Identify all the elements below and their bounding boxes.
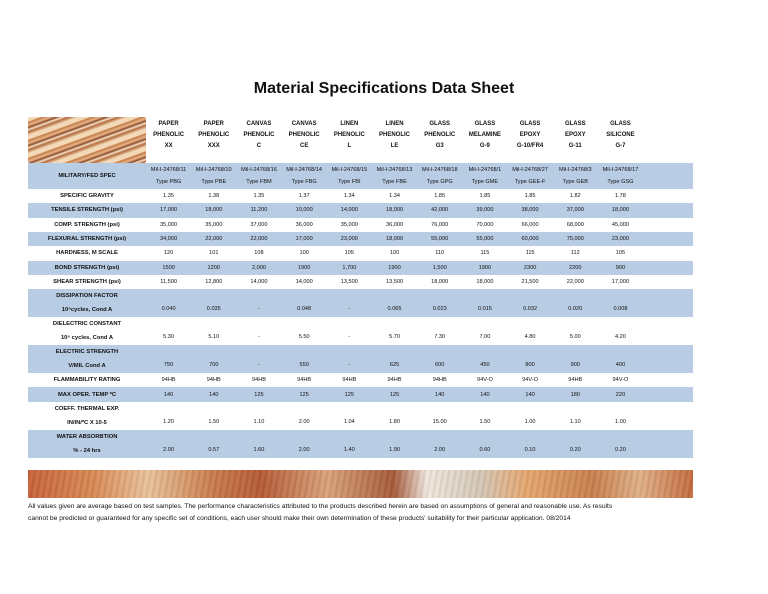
material-header-line: L — [347, 143, 352, 149]
table-cell: 0.57 — [208, 446, 220, 453]
spec-line: Mil-I-24768/17 — [602, 167, 639, 173]
row-label: HARDNESS, M SCALE — [56, 250, 118, 257]
table-cell: 37,000 — [250, 221, 268, 228]
table-cell: 140 — [480, 391, 490, 398]
table-cell: 1.10 — [253, 418, 265, 425]
material-swatch-image — [28, 117, 146, 163]
spec-line: Mil-I-24768/13 — [376, 167, 413, 173]
table-cell: 13,500 — [340, 278, 358, 285]
material-header-line: GLASS — [429, 121, 451, 127]
table-cell: 125 — [389, 391, 400, 398]
table-cell: 76,000 — [431, 221, 449, 228]
table-cell: 1.50 — [479, 418, 491, 425]
table-cell: 5.30 — [163, 334, 175, 341]
spec-line: Mil-I-24768/3 — [558, 167, 592, 173]
spec-line: Mil-I-24768/18 — [421, 167, 458, 173]
material-header — [146, 117, 643, 163]
table-cell: 18,000 — [476, 278, 494, 285]
table-cell: 14,000 — [295, 278, 313, 285]
table-cell — [236, 164, 281, 188]
table-cell: 70,000 — [476, 221, 494, 228]
table-cell: 45,000 — [611, 221, 630, 228]
table-cell — [146, 164, 191, 188]
table-cell: 94HB — [161, 377, 176, 384]
property-row — [28, 218, 693, 232]
material-banner-image — [28, 470, 693, 498]
military-spec-row — [28, 163, 693, 189]
table-cell: 0.008 — [613, 306, 628, 313]
material-header-line: PHENOLIC — [198, 132, 230, 138]
table-cell: 2300 — [523, 264, 537, 271]
spec-line: Mil-I-24768/14 — [286, 167, 323, 173]
material-header-line: EPOXY — [519, 132, 541, 138]
material-header-line: LE — [390, 143, 399, 149]
property-row — [28, 189, 693, 203]
table-cell: 125 — [254, 391, 264, 398]
table-cell: - — [258, 334, 260, 341]
row-label-line: 10⁶ cycles, Cond A — [60, 335, 114, 342]
table-cell: 112 — [570, 250, 580, 257]
row-label: MILITARY/FED SPEC — [58, 173, 116, 179]
table-cell: 60,000 — [521, 236, 539, 243]
material-header-line: LINEN — [385, 121, 404, 127]
material-header-line: CANVAS — [291, 121, 317, 127]
table-cell: 1900 — [478, 264, 492, 271]
table-cell — [462, 164, 507, 188]
table-cell: 550 — [299, 362, 309, 369]
row-label-line: IN/IN/ºC X 10-5 — [67, 419, 107, 426]
table-cell: 35,000 — [205, 221, 223, 228]
table-cell: 5.10 — [208, 334, 220, 341]
spec-line: Mil-I-24768/11 — [150, 167, 187, 173]
table-cell: 1.38 — [208, 193, 220, 200]
row-label-line: ELECTRIC STRENGTH — [55, 349, 119, 356]
material-column-header — [553, 117, 598, 163]
table-cell: 94HB — [206, 377, 221, 384]
table-cell: 18,000 — [385, 236, 404, 243]
material-header-line: SILICONE — [606, 132, 635, 138]
material-header-line: PHENOLIC — [379, 132, 411, 138]
property-row — [28, 246, 693, 260]
spec-line: Type FBG — [291, 179, 317, 185]
table-cell: 0.20 — [569, 446, 581, 453]
page-title: Material Specifications Data Sheet — [253, 80, 515, 97]
row-label-line: DIELECTRIC CONSTANT — [52, 321, 122, 328]
row-label: COMP. STRENGTH (psi) — [54, 221, 120, 228]
table-cell: 42,000 — [431, 207, 449, 214]
material-header-line: GLASS — [474, 121, 496, 127]
table-cell: 400 — [615, 362, 626, 369]
material-header-line: EPOXY — [564, 132, 586, 138]
table-cell: 1.35 — [253, 193, 265, 200]
material-header-line: PAPER — [203, 121, 224, 127]
table-cell: 120 — [163, 250, 174, 257]
table-cell: 1.35 — [163, 193, 175, 200]
table-cell: 2.00 — [434, 446, 446, 453]
table-cell: 600 — [435, 362, 445, 369]
table-cell: 7.30 — [434, 334, 446, 341]
table-cell: 94HB — [297, 377, 312, 384]
table-cell: 94V-O — [612, 377, 629, 384]
row-label — [28, 317, 146, 345]
spec-line: Mil-I-24768/16 — [241, 167, 277, 173]
table-cell — [598, 164, 643, 188]
material-column-header — [508, 117, 553, 163]
table-cell: 1200 — [207, 264, 220, 271]
table-cell: 0.048 — [297, 306, 312, 313]
table-cell: 1500 — [162, 264, 175, 271]
material-header-line: XXX — [207, 143, 220, 149]
row-label: SHEAR STRENGTH (psi) — [53, 278, 121, 285]
row-label: FLEXURAL STRENGTH (psi) — [47, 236, 127, 243]
table-cell: 800 — [525, 362, 535, 369]
row-label — [28, 289, 146, 317]
material-column-header — [417, 117, 462, 163]
material-header-line: C — [256, 143, 262, 149]
table-cell: 0.035 — [206, 306, 221, 313]
table-cell: 1.85 — [479, 193, 491, 200]
table-cell: 22,000 — [250, 236, 268, 243]
electrical-property-row — [28, 289, 693, 317]
material-header-line: GLASS — [519, 121, 541, 127]
physical-property-row — [28, 430, 693, 458]
spec-line: Type FBI — [338, 179, 361, 185]
table-cell: 1,500 — [432, 264, 447, 271]
table-cell: 0.10 — [524, 446, 536, 453]
table-cell: 36,000 — [295, 221, 313, 228]
table-cell: 1.60 — [253, 446, 265, 453]
table-cell: - — [348, 334, 351, 341]
table-cell: 2.00 — [298, 418, 310, 425]
material-header-line: PHENOLIC — [153, 132, 185, 138]
table-cell: - — [258, 362, 260, 369]
table-cell: 140 — [163, 391, 174, 398]
spec-line: Type PBG — [155, 179, 182, 185]
table-cell: 0.032 — [523, 306, 538, 313]
table-cell: 2.00 — [298, 446, 310, 453]
table-cell: 7.00 — [479, 334, 491, 341]
table-cell: 1.85 — [434, 193, 446, 200]
table-cell: 1.00 — [524, 418, 536, 425]
row-label — [28, 402, 146, 430]
table-cell: 13,500 — [385, 278, 404, 285]
table-cell: 22,000 — [205, 236, 223, 243]
material-header-line: MELAMINE — [468, 132, 501, 138]
table-cell: 110 — [435, 250, 445, 257]
table-cell: 1.34 — [343, 193, 355, 200]
table-cell: 21,500 — [521, 278, 539, 285]
table-cell: 1.00 — [615, 418, 626, 425]
table-cell: 100 — [299, 250, 309, 257]
material-column-header — [146, 117, 191, 163]
table-cell: 220 — [615, 391, 626, 398]
table-cell: 23,000 — [611, 236, 630, 243]
table-cell: 94HB — [387, 377, 402, 384]
row-label: BOND STRENGTH (psi) — [54, 264, 120, 271]
table-cell: 12,800 — [205, 278, 223, 285]
table-cell: 0.065 — [387, 306, 402, 313]
row-label — [28, 430, 146, 458]
property-row — [28, 373, 693, 387]
table-cell: 1.90 — [389, 446, 400, 453]
table-cell: 11,200 — [250, 207, 268, 214]
spec-line: Mil-I-24768/15 — [331, 167, 368, 173]
table-cell: 2.00 — [163, 446, 175, 453]
table-cell: 94HB — [342, 377, 357, 384]
table-cell: 34,000 — [160, 236, 178, 243]
table-cell: 1.20 — [163, 418, 175, 425]
table-cell — [417, 164, 462, 188]
table-cell: 1.04 — [343, 418, 355, 425]
material-column-header — [236, 117, 281, 163]
material-header-line: G-11 — [568, 143, 582, 149]
material-header-line: CE — [299, 143, 309, 149]
table-cell: 38,000 — [521, 207, 539, 214]
spec-line: Type GSG — [607, 179, 634, 185]
table-cell: 1.10 — [569, 418, 581, 425]
table-cell: 140 — [525, 391, 535, 398]
electrical-property-row — [28, 317, 693, 345]
row-label — [28, 345, 146, 373]
row-label-line: V/MIL Cond A — [68, 363, 106, 370]
property-row — [28, 232, 693, 246]
table-cell: 1.40 — [343, 446, 355, 453]
material-header-line: G3 — [435, 143, 444, 149]
material-header-line: PHENOLIC — [243, 132, 275, 138]
table-cell: 4.80 — [524, 334, 536, 341]
table-cell: 1.80 — [389, 418, 400, 425]
spec-line: Type FBE — [382, 179, 407, 185]
material-header-line: PAPER — [158, 121, 179, 127]
table-cell: 750 — [163, 362, 174, 369]
table-cell: 0.20 — [615, 446, 626, 453]
table-cell: 101 — [209, 250, 219, 257]
table-cell: 125 — [299, 391, 309, 398]
table-cell — [282, 164, 327, 188]
table-cell: 100 — [389, 250, 400, 257]
material-header-line: PHENOLIC — [424, 132, 456, 138]
spec-line: Mil-I-24768/1 — [468, 167, 502, 173]
table-cell: 2,000 — [251, 264, 266, 271]
row-label-line: % - 24 hrs — [73, 447, 101, 454]
table-cell: 180 — [570, 391, 580, 398]
table-cell: 1,700 — [342, 264, 357, 271]
material-column-header — [372, 117, 417, 163]
table-cell: 2200 — [569, 264, 582, 271]
table-cell: 1900 — [297, 264, 311, 271]
table-cell: 18,000 — [611, 207, 630, 214]
table-cell: 105 — [344, 250, 355, 257]
spec-line: Type GME — [471, 179, 499, 185]
table-cell — [508, 164, 553, 188]
table-cell: 94V-O — [476, 377, 493, 384]
spec-line: Mil-I-24768/27 — [512, 167, 548, 173]
table-cell: 18,000 — [205, 207, 223, 214]
material-header-line: G-10/FR4 — [516, 143, 544, 149]
table-cell: 140 — [435, 391, 445, 398]
material-header-line: XX — [164, 143, 173, 149]
spec-line: Type FBM — [246, 179, 272, 185]
table-cell — [191, 164, 236, 188]
table-cell: 0.020 — [568, 306, 583, 313]
row-label-line: WATER ABSORBTION — [56, 433, 118, 440]
table-cell: 36,000 — [385, 221, 404, 228]
table-cell: 22,000 — [566, 278, 584, 285]
table-cell: 700 — [209, 362, 219, 369]
table-cell: 1.85 — [524, 193, 536, 200]
row-label-line: COEFF. THERMAL EXP. — [54, 405, 120, 412]
table-cell: 18,000 — [431, 278, 449, 285]
property-row — [28, 261, 693, 275]
material-header-line: PHENOLIC — [333, 132, 365, 138]
table-cell: 4.20 — [615, 334, 626, 341]
material-column-header — [282, 117, 327, 163]
table-cell: 75,000 — [566, 236, 584, 243]
material-column-header — [191, 117, 236, 163]
table-cell: 0.60 — [479, 446, 491, 453]
table-cell: 108 — [254, 250, 264, 257]
table-cell: 18,000 — [385, 207, 404, 214]
disclaimer-text: All values given are average based on test samples. The performance characteristics attributed to the products described herein are based on assumptions of general and reasonable use. As results cannot be predicted or guaranteed for any specific set of conditions, each user should make their own determination of these products' suitability for their particular application. 08/2014 — [28, 503, 613, 522]
table-cell: 17,000 — [295, 236, 313, 243]
table-cell: 94HB — [568, 377, 583, 384]
table-cell: 5.50 — [298, 334, 310, 341]
table-cell: 66,000 — [521, 221, 539, 228]
material-column-header — [327, 117, 372, 163]
physical-property-row — [28, 402, 693, 430]
table-cell: 14,000 — [340, 207, 358, 214]
material-header-line: G-7 — [615, 143, 626, 149]
table-cell: 115 — [525, 250, 535, 257]
table-cell: 140 — [209, 391, 219, 398]
property-row — [28, 387, 693, 401]
table-cell: - — [348, 362, 351, 369]
table-cell: 1.37 — [298, 193, 310, 200]
table-cell: 0.040 — [161, 306, 176, 313]
table-cell — [327, 164, 372, 188]
table-cell: 900 — [615, 264, 626, 271]
electrical-property-row — [28, 345, 693, 373]
table-cell — [553, 164, 598, 188]
material-header-line: G-9 — [479, 143, 490, 149]
row-label: MAX OPER. TEMP ºC — [57, 391, 117, 398]
spec-line: Mil-I-24768/10 — [195, 167, 232, 173]
row-label: SPECIFIC GRAVITY — [60, 193, 114, 200]
table-cell: 5.70 — [389, 334, 400, 341]
table-cell: 1.82 — [569, 193, 581, 200]
spec-line: Type GEB — [562, 179, 589, 185]
table-cell: 55,000 — [476, 236, 494, 243]
row-label: FLAMMABILITY RATING — [53, 377, 121, 384]
spec-line: Type GEE-F — [514, 179, 546, 185]
table-cell: 900 — [570, 362, 580, 369]
table-cell: 1900 — [388, 264, 401, 271]
table-cell: 23,000 — [340, 236, 358, 243]
table-cell: 15.00 — [432, 418, 447, 425]
row-label-line: DISSIPATION FACTOR — [56, 293, 118, 300]
table-cell: 37,000 — [566, 207, 584, 214]
table-cell: 105 — [615, 250, 626, 257]
table-cell: 94HB — [251, 377, 266, 384]
table-cell: 10,000 — [295, 207, 313, 214]
material-header-line: GLASS — [610, 121, 631, 127]
table-cell: 125 — [344, 391, 355, 398]
table-cell: 115 — [480, 250, 490, 257]
table-cell: 68,000 — [566, 221, 584, 228]
table-cell: 17,000 — [160, 207, 178, 214]
table-cell: 0.015 — [477, 306, 492, 313]
table-cell: - — [258, 306, 260, 313]
table-cell: 94HB — [432, 377, 447, 384]
material-header-line: GLASS — [564, 121, 586, 127]
spec-line: Type GPG — [426, 179, 453, 185]
table-cell: 1.34 — [389, 193, 400, 200]
material-header-line: LINEN — [340, 121, 359, 127]
table-cell: 5.00 — [569, 334, 581, 341]
table-cell: 35,000 — [160, 221, 178, 228]
spec-line: Type PBE — [201, 179, 227, 185]
table-cell: 55,000 — [431, 236, 449, 243]
table-cell: 1.50 — [208, 418, 220, 425]
table-cell: 35,000 — [340, 221, 358, 228]
table-cell: 450 — [480, 362, 490, 369]
table-cell: 39,000 — [476, 207, 494, 214]
table-cell: 11,500 — [160, 278, 177, 285]
material-column-header — [462, 117, 507, 163]
table-cell: 625 — [389, 362, 400, 369]
property-row — [28, 203, 693, 217]
row-label: TENSILE STRENGTH (psi) — [51, 207, 123, 214]
property-row — [28, 275, 693, 289]
row-label-line: 10⁶cycles, Cond A — [61, 307, 113, 314]
table-cell: 94V-O — [522, 377, 539, 384]
table-cell: 14,000 — [250, 278, 268, 285]
table-cell: 17,000 — [611, 278, 630, 285]
material-column-header — [598, 117, 643, 163]
table-cell: 0.023 — [432, 306, 447, 313]
table-cell — [372, 164, 417, 188]
material-header-line: PHENOLIC — [288, 132, 320, 138]
table-cell: - — [348, 306, 351, 313]
table-cell: 1.78 — [615, 193, 626, 200]
material-header-line: CANVAS — [246, 121, 272, 127]
